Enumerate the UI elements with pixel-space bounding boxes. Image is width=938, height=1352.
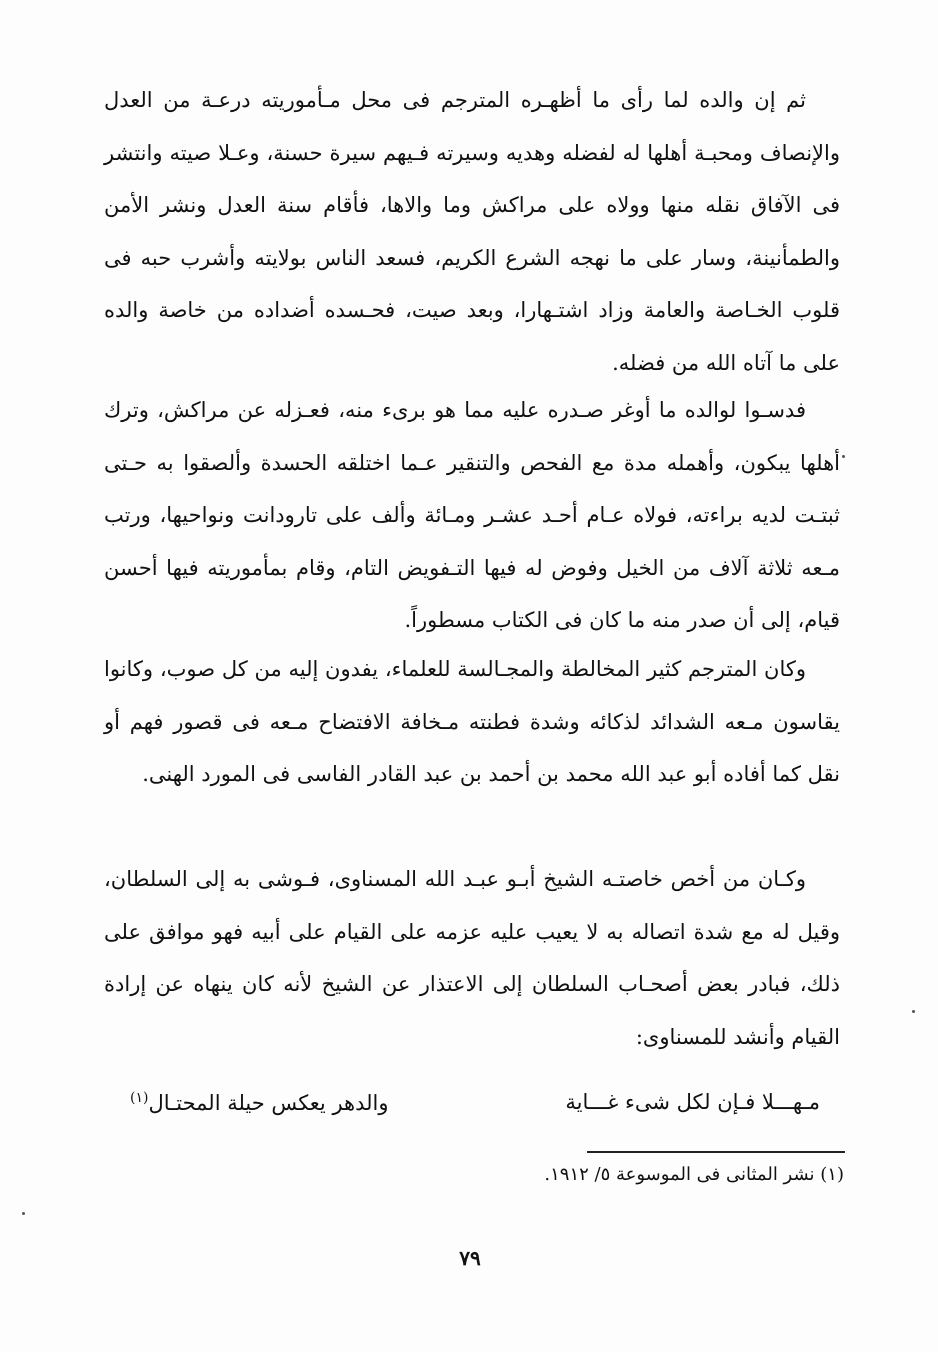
verse-first-hemistich: مـهـــلا فـإن لكل شىء غـــاية	[565, 1090, 820, 1114]
verse-second-hemistich	[130, 1090, 389, 1115]
paragraph-4: وكـان من أخص خاصتـه الشيخ أبـو عبـد الله المسناوى، فـوشى به إلى السلطان، وقيل له مع شدة اتصاله به لا يعيب عليه عزمه على القيام على أبيه فهو موافق على ذلك، فبادر بعض أصحـاب السلطان إلى الاعتذار عن الشيخ لأنه كان ينهاه عن إرادة القيام وأنشد للمسناوى:	[104, 867, 840, 1049]
footnote: (١) نشر المثانى فى الموسوعة ٥/ ١٩١٢.	[544, 1164, 844, 1185]
paragraph-1: ثم إن والده لما رأى ما أظهـره المترجم فى محل مـأموريته درعـة من العدل والإنصاف ومحبـة أهلها له لفضله وهديه وسيرته فـيهم سيرة حسنة، وعـلا صيته وانتشر فى الآفاق نقله منها وولاه على مراكش وما والاها، فأقام سنة العدل ونشر الأمن والطمأنينة، وسار على ما نهجه الشرع الكريم، فسعد الناس بولايته وأشرب حبه فى قلوب الخـاصة والعامة وزاد اشتـهارا، وبعد صيت، فحـسده أضداده من خاصة والده على ما آتاه الله من فضله.	[104, 88, 840, 375]
page-number: ٧٩	[459, 1246, 481, 1270]
footnote-divider	[587, 1151, 845, 1153]
scan-speck	[912, 1010, 915, 1013]
paragraph-3: وكان المترجم كثير المخالطة والمجـالسة للعلماء، يفدون إليه من كل صوب، وكانوا يقاسون مـعه الشدائد لذكائه وشدة فطنته مـخافة الافتضاح مـعه فى قصور فهم أو نقل كما أفاده أبو عبد الله محمد بن أحمد بن عبد القادر الفاسى فى المورد الهنى.	[104, 657, 840, 786]
scan-speck	[842, 455, 845, 458]
footnote-marker: (١)	[130, 1090, 149, 1106]
paragraph-2: فدسـوا لوالده ما أوغر صـدره عليه مما هو برىء منه، فعـزله عن مراكش، وترك أهلها يبكون، وأهمله مدة مع الفحص والتنقير عـما اختلقه الحسدة وألصقوا به حـتى ثبتـت لديه براءته، فولاه عـام أحـد عشـر ومـائة وألف على تارودانت ونواحيها، ورتب مـعه ثلاثة آلاف من الخيل وفوض له فيها التـفويض التام، وقام بمأموريته فيها أحسن قيام، إلى أن صدر منه ما كان فى الكتاب مسطوراً.	[104, 398, 840, 632]
poetry-verse	[130, 1082, 820, 1132]
verse-second-hemistich-text: والدهر يعكس حيلة المحتـال	[148, 1091, 389, 1115]
scan-speck	[22, 1212, 25, 1215]
